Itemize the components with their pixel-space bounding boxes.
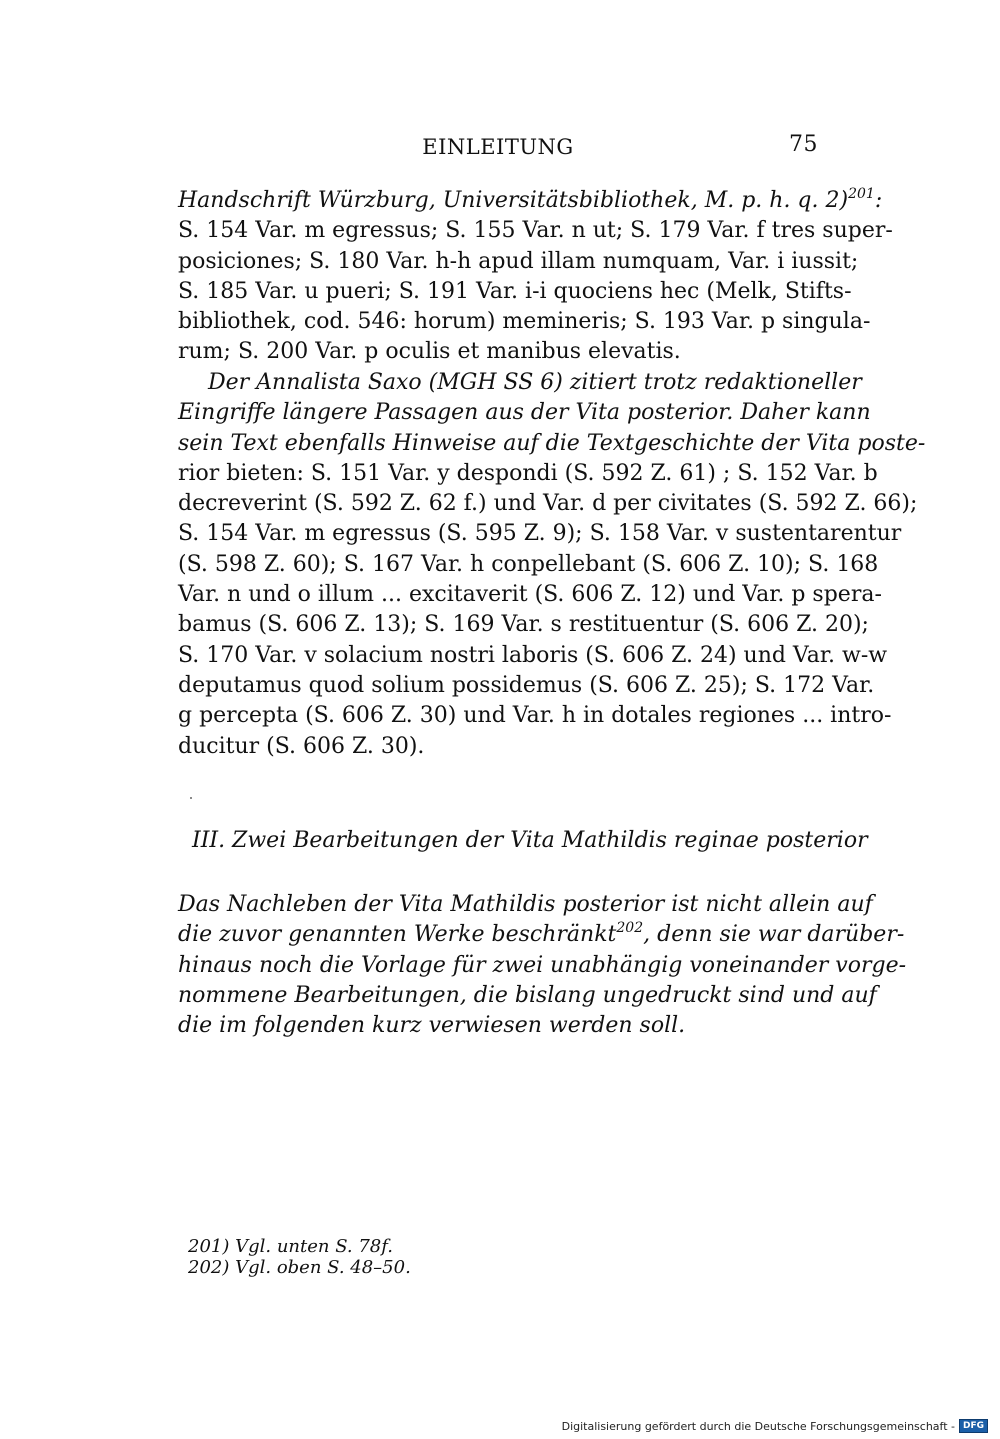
text-line: Handschrift Würzburg, Universitätsbibliothek, M. p. h. q. 2)$^{201}$: xyxy=(178,186,883,213)
text-line: (S. 598 Z. 60); S. 167 Var. h conpellebant (S. 606 Z. 10); S. 168 xyxy=(178,551,879,577)
footnote-202: 202) Vgl. oben S. 48–50. xyxy=(188,1257,411,1278)
footnotes xyxy=(188,1236,411,1278)
footnote-ref-201: 201 xyxy=(848,186,875,202)
footnote-ref-202: 202 xyxy=(616,920,644,937)
text-line: die zuvor genannten Werke beschränkt$^{202}$, denn sie war darüber- xyxy=(178,920,905,948)
text-line: Var. n und o illum ... excitaverit (S. 606 Z. 12) und Var. p spera- xyxy=(178,582,882,608)
paragraph-manuscript-variants xyxy=(178,186,893,368)
text-line: hinaus noch die Vorlage für zwei unabhängig voneinander vorge- xyxy=(178,952,907,978)
dfg-logo-icon: DFG xyxy=(959,1419,988,1433)
scan-speck xyxy=(190,797,192,799)
text-line: S. 170 Var. v solacium nostri laboris (S. 606 Z. 24) und Var. w-w xyxy=(178,642,888,668)
text-line: S. 185 Var. u pueri; S. 191 Var. i-i quociens hec (Melk, Stifts- xyxy=(178,278,852,304)
text-line: Eingriffe längere Passagen aus der Vita posterior. Daher kann xyxy=(178,400,871,426)
digitization-credit xyxy=(562,1419,988,1433)
text-line: posiciones; S. 180 Var. h-h apud illam numquam, Var. i iussit; xyxy=(178,248,859,274)
text-line: decreverint (S. 592 Z. 62 f.) und Var. d per civitates (S. 592 Z. 66); xyxy=(178,491,918,517)
running-title: EINLEITUNG xyxy=(422,135,574,159)
text-line: die im folgenden kurz verwiesen werden soll. xyxy=(178,1013,686,1039)
credit-text: Digitalisierung gefördert durch die Deutsche Forschungsgemeinschaft - xyxy=(561,1419,955,1433)
text-line: ducitur (S. 606 Z. 30). xyxy=(178,733,425,759)
text-line: nommene Bearbeitungen, die bislang ungedruckt sind und auf xyxy=(178,982,877,1008)
section-heading: III. Zwei Bearbeitungen der Vita Mathildis reginae posterior xyxy=(192,828,868,853)
text-line: Der Annalista Saxo (MGH SS 6) zitiert trotz redaktioneller xyxy=(208,370,862,395)
text-line: S. 154 Var. m egressus (S. 595 Z. 9); S. 158 Var. v sustentarentur xyxy=(178,521,902,547)
text-line: g percepta (S. 606 Z. 30) und Var. h in dotales regiones ... intro- xyxy=(178,703,892,729)
text-line: Das Nachleben der Vita Mathildis posterior ist nicht allein auf xyxy=(178,892,873,917)
text-line: S. 154 Var. m egressus; S. 155 Var. n ut; S. 179 Var. f tres super- xyxy=(178,218,893,244)
text-line: sein Text ebenfalls Hinweise auf die Textgeschichte der Vita poste- xyxy=(178,430,926,456)
text-line: bibliothek, cod. 546: horum) memineris; S. 193 Var. p singula- xyxy=(178,309,871,335)
paragraph-nachleben xyxy=(178,890,907,1041)
text-line: rior bieten: S. 151 Var. y despondi (S. 592 Z. 61) ; S. 152 Var. b xyxy=(178,460,878,486)
running-head xyxy=(178,132,818,164)
text-line: deputamus quod solium possidemus (S. 606 Z. 25); S. 172 Var. xyxy=(178,672,875,698)
paragraph-annalista-saxo xyxy=(178,368,926,762)
text-line: rum; S. 200 Var. p oculis et manibus elevatis. xyxy=(178,339,681,365)
page-number: 75 xyxy=(789,132,818,157)
text-line: bamus (S. 606 Z. 13); S. 169 Var. s restituentur (S. 606 Z. 20); xyxy=(178,612,869,638)
footnote-201: 201) Vgl. unten S. 78f. xyxy=(188,1236,393,1257)
